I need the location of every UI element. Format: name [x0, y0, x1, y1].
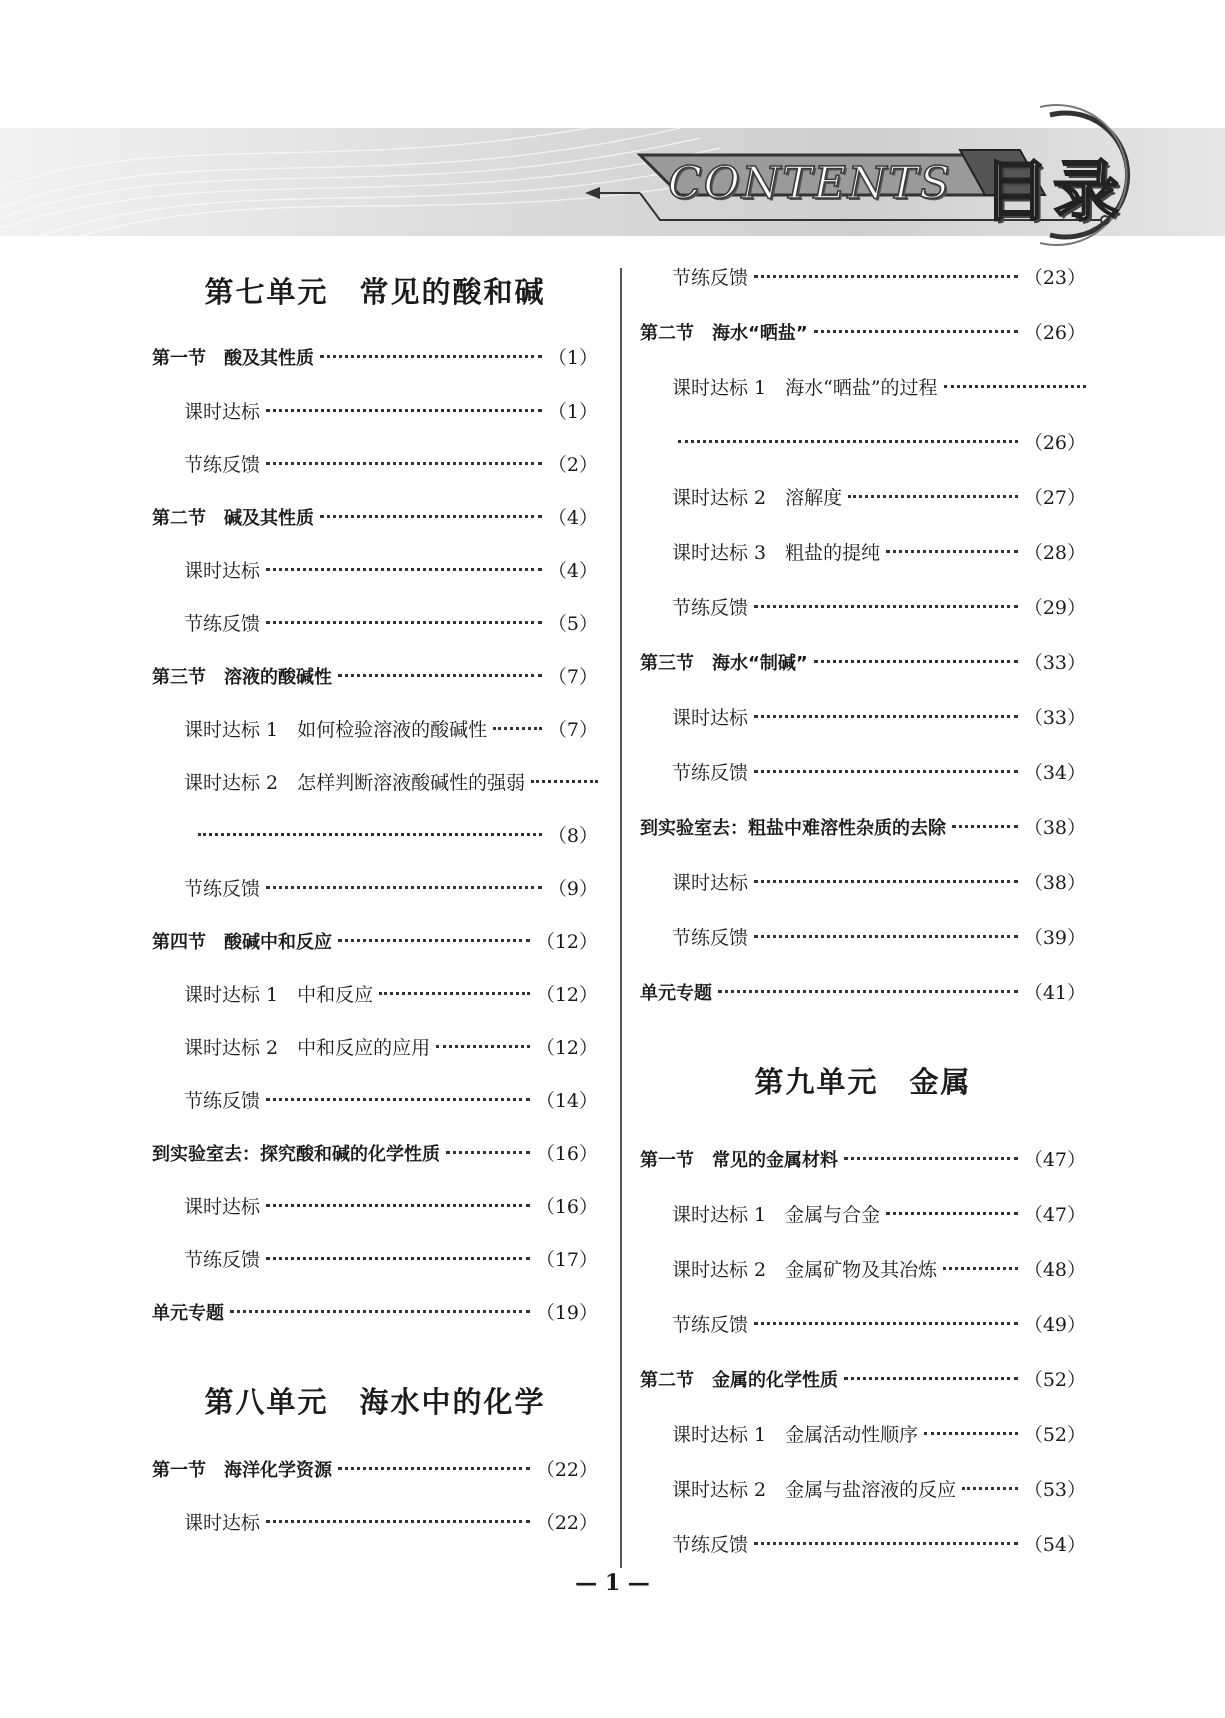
toc-page-number: （9）	[547, 878, 598, 900]
toc-page-number: （52）	[1023, 1369, 1086, 1391]
dot-leader	[338, 1466, 530, 1470]
dot-leader	[266, 1203, 530, 1207]
dot-leader	[320, 514, 542, 518]
dot-leader	[754, 604, 1018, 608]
toc-entry-label: 课时达标	[184, 1512, 261, 1534]
toc-page-number: （52）	[1023, 1424, 1086, 1446]
toc-page-number: （12）	[535, 931, 598, 953]
toc-entry-label: 节练反馈	[184, 454, 261, 476]
toc-section-entry[interactable]	[640, 1145, 1086, 1175]
toc-page-number: （16）	[535, 1143, 598, 1165]
toc-section-entry[interactable]	[152, 662, 598, 692]
toc-page-number: （14）	[535, 1090, 598, 1112]
toc-subentry[interactable]	[152, 450, 598, 480]
dot-leader	[266, 1097, 530, 1101]
dot-leader	[886, 549, 1018, 553]
toc-entry-label: 节练反馈	[672, 267, 749, 289]
toc-page-number: （49）	[1023, 1314, 1086, 1336]
dot-leader	[754, 769, 1018, 773]
toc-section-entry[interactable]	[152, 927, 598, 957]
toc-entry-label: 课时达标	[672, 872, 749, 894]
toc-subentry[interactable]	[152, 397, 598, 427]
toc-entry-label: 第二节 金属的化学性质	[640, 1370, 838, 1391]
dot-leader	[754, 274, 1018, 278]
dot-leader	[266, 461, 542, 465]
toc-entry-label: 课时达标 2 怎样判断溶液酸碱性的强弱	[184, 772, 526, 794]
toc-entry-label: 课时达标 2 金属矿物及其冶炼	[672, 1259, 938, 1281]
toc-entry-label: 节练反馈	[672, 1534, 749, 1556]
toc-page-number: （19）	[535, 1302, 598, 1324]
toc-page-number: （16）	[535, 1196, 598, 1218]
toc-page-number: （12）	[535, 1037, 598, 1059]
toc-subentry[interactable]	[640, 703, 1086, 733]
unit-title: 第八单元 海水中的化学	[204, 1385, 546, 1419]
toc-page-number: （54）	[1023, 1534, 1086, 1556]
toc-entry-label: 课时达标	[184, 401, 261, 423]
dot-leader	[266, 1256, 530, 1260]
toc-page-number: （22）	[535, 1512, 598, 1534]
dot-leader	[844, 1156, 1018, 1160]
toc-page-number: （12）	[535, 984, 598, 1006]
toc-page-number: （29）	[1023, 597, 1086, 619]
dot-leader	[924, 1431, 1018, 1435]
toc-section-entry[interactable]	[640, 813, 1086, 843]
toc-entry-label: 课时达标 1 海水“晒盐”的过程	[672, 377, 938, 399]
toc-entry-label: 第二节 海水“晒盐”	[640, 323, 808, 344]
toc-subentry[interactable]	[640, 1255, 1086, 1285]
toc-subentry[interactable]	[640, 1200, 1086, 1230]
column-divider	[620, 268, 622, 1568]
toc-entry-label: 到实验室去：粗盐中难溶性杂质的去除	[640, 818, 946, 839]
toc-subentry[interactable]	[640, 263, 1086, 293]
dot-leader	[952, 824, 1018, 828]
toc-section-entry[interactable]	[152, 1455, 598, 1485]
toc-page-number: （2）	[547, 454, 598, 476]
toc-section-entry[interactable]	[152, 343, 598, 373]
toc-entry-label: 第三节 溶液的酸碱性	[152, 667, 332, 688]
toc-subentry[interactable]	[640, 1420, 1086, 1450]
toc-page-number: （41）	[1023, 982, 1086, 1004]
dot-leader	[944, 384, 1086, 388]
toc-page-number: （26）	[1023, 322, 1086, 344]
toc-section-entry[interactable]	[152, 1298, 598, 1328]
dot-leader	[198, 832, 542, 836]
dot-leader	[678, 439, 1018, 443]
toc-section-entry[interactable]	[152, 503, 598, 533]
contents-heading: CONTENTS	[668, 158, 952, 209]
toc-entry-label: 课时达标	[672, 707, 749, 729]
toc-subentry[interactable]	[640, 1475, 1086, 1505]
toc-entry-label: 课时达标 1 金属与合金	[672, 1204, 881, 1226]
toc-page-number: （34）	[1023, 762, 1086, 784]
toc-entry-label: 课时达标 1 金属活动性顺序	[672, 1424, 919, 1446]
toc-subentry[interactable]	[152, 1508, 598, 1538]
toc-page-number: （38）	[1023, 817, 1086, 839]
dot-leader	[338, 938, 530, 942]
toc-entry-label: 课时达标 3 粗盐的提纯	[672, 542, 881, 564]
dot-leader	[718, 989, 1018, 993]
toc-entry-label: 节练反馈	[184, 613, 261, 635]
dot-leader	[754, 1541, 1018, 1545]
toc-entry-label: 第一节 常见的金属材料	[640, 1150, 838, 1171]
toc-section-entry[interactable]	[152, 1139, 598, 1169]
toc-page-number: （33）	[1023, 707, 1086, 729]
toc-subentry[interactable]	[640, 1310, 1086, 1340]
toc-page-number: （26）	[1023, 432, 1086, 454]
toc-page-number: （5）	[547, 613, 598, 635]
toc-section-entry[interactable]	[640, 978, 1086, 1008]
dot-leader	[379, 991, 530, 995]
toc-subentry[interactable]	[640, 593, 1086, 623]
toc-subentry[interactable]	[640, 483, 1086, 513]
toc-section-entry[interactable]	[640, 318, 1086, 348]
toc-entry-label: 节练反馈	[184, 1090, 261, 1112]
dot-leader	[886, 1211, 1018, 1215]
toc-page-number: （53）	[1023, 1479, 1086, 1501]
dot-leader	[266, 408, 542, 412]
dot-leader	[266, 620, 542, 624]
page-title: 目录	[983, 153, 1123, 230]
toc-entry-label: 节练反馈	[672, 1314, 749, 1336]
toc-section-entry[interactable]	[640, 1365, 1086, 1395]
toc-page-number: （17）	[535, 1249, 598, 1271]
toc-entry-label: 课时达标	[184, 560, 261, 582]
toc-page-number: （47）	[1023, 1149, 1086, 1171]
toc-page-number: （28）	[1023, 542, 1086, 564]
toc-entry-label: 第二节 碱及其性质	[152, 508, 314, 529]
dot-leader	[754, 1321, 1018, 1325]
dot-leader	[848, 494, 1018, 498]
toc-subentry[interactable]	[152, 556, 598, 586]
dot-leader	[266, 567, 542, 571]
toc-page-number: （7）	[547, 719, 598, 741]
toc-page-number: （7）	[547, 666, 598, 688]
dot-leader	[531, 779, 598, 783]
dot-leader	[436, 1044, 530, 1048]
toc-entry-label: 课时达标 1 如何检验溶液的酸碱性	[184, 719, 488, 741]
dot-leader	[338, 673, 542, 677]
dot-leader	[814, 659, 1018, 663]
toc-subentry[interactable]	[152, 609, 598, 639]
toc-subentry[interactable]	[152, 1033, 598, 1063]
toc-page-number: （38）	[1023, 872, 1086, 894]
toc-entry-label: 节练反馈	[184, 1249, 261, 1271]
toc-entry-label: 课时达标 2 中和反应的应用	[184, 1037, 431, 1059]
toc-page-number: （4）	[547, 507, 598, 529]
toc-subentry[interactable]	[152, 1192, 598, 1222]
toc-page-number: （39）	[1023, 927, 1086, 949]
dot-leader	[754, 934, 1018, 938]
toc-page-number: （27）	[1023, 487, 1086, 509]
toc-entry-label: 到实验室去：探究酸和碱的化学性质	[152, 1144, 440, 1165]
dot-leader	[446, 1150, 530, 1154]
toc-subentry[interactable]	[640, 923, 1086, 953]
dot-leader	[320, 354, 542, 358]
dot-leader	[266, 885, 542, 889]
toc-entry-label: 课时达标 2 金属与盐溶液的反应	[672, 1479, 957, 1501]
toc-page-number: （1）	[547, 401, 598, 423]
toc-entry-label: 第一节 海洋化学资源	[152, 1460, 332, 1481]
dot-leader	[493, 726, 542, 730]
dot-leader	[754, 714, 1018, 718]
toc-page-number: （22）	[535, 1459, 598, 1481]
toc-entry-label: 第四节 酸碱中和反应	[152, 932, 332, 953]
toc-subentry[interactable]	[152, 768, 598, 798]
toc-subentry[interactable]	[640, 868, 1086, 898]
page-number: — 1 —	[575, 1570, 650, 1596]
dot-leader	[943, 1266, 1018, 1270]
toc-page-number: （1）	[547, 347, 598, 369]
toc-subentry[interactable]	[152, 980, 598, 1010]
toc-subentry[interactable]	[152, 874, 598, 904]
dot-leader	[962, 1486, 1018, 1490]
toc-page-number: （23）	[1023, 267, 1086, 289]
toc-entry-label: 单元专题	[152, 1303, 224, 1324]
dot-leader	[266, 1519, 530, 1523]
toc-entry-label: 第三节 海水“制碱”	[640, 653, 808, 674]
toc-subentry[interactable]	[640, 538, 1086, 568]
toc-entry-label: 节练反馈	[672, 762, 749, 784]
dot-leader	[754, 879, 1018, 883]
toc-page-number: （48）	[1023, 1259, 1086, 1281]
toc-entry-label: 节练反馈	[184, 878, 261, 900]
dot-leader	[814, 329, 1018, 333]
unit-title: 第九单元 金属	[754, 1065, 972, 1099]
toc-page-number: （8）	[547, 825, 598, 847]
toc-entry-label: 第一节 酸及其性质	[152, 348, 314, 369]
unit-title: 第七单元 常见的酸和碱	[204, 275, 546, 309]
toc-subentry[interactable]	[640, 373, 1086, 403]
toc-page-number: （4）	[547, 560, 598, 582]
toc-entry-label: 单元专题	[640, 983, 712, 1004]
toc-entry-label: 课时达标	[184, 1196, 261, 1218]
toc-page-number: （33）	[1023, 652, 1086, 674]
toc-subentry[interactable]	[152, 821, 598, 851]
toc-entry-label: 课时达标 1 中和反应	[184, 984, 374, 1006]
toc-subentry[interactable]	[640, 428, 1086, 458]
toc-subentry[interactable]	[152, 1245, 598, 1275]
toc-section-entry[interactable]	[640, 648, 1086, 678]
toc-subentry[interactable]	[640, 1530, 1086, 1560]
toc-subentry[interactable]	[640, 758, 1086, 788]
toc-page-number: （47）	[1023, 1204, 1086, 1226]
toc-entry-label: 课时达标 2 溶解度	[672, 487, 843, 509]
toc-subentry[interactable]	[152, 715, 598, 745]
toc-entry-label: 节练反馈	[672, 597, 749, 619]
dot-leader	[844, 1376, 1018, 1380]
dot-leader	[230, 1309, 530, 1313]
toc-entry-label: 节练反馈	[672, 927, 749, 949]
toc-subentry[interactable]	[152, 1086, 598, 1116]
